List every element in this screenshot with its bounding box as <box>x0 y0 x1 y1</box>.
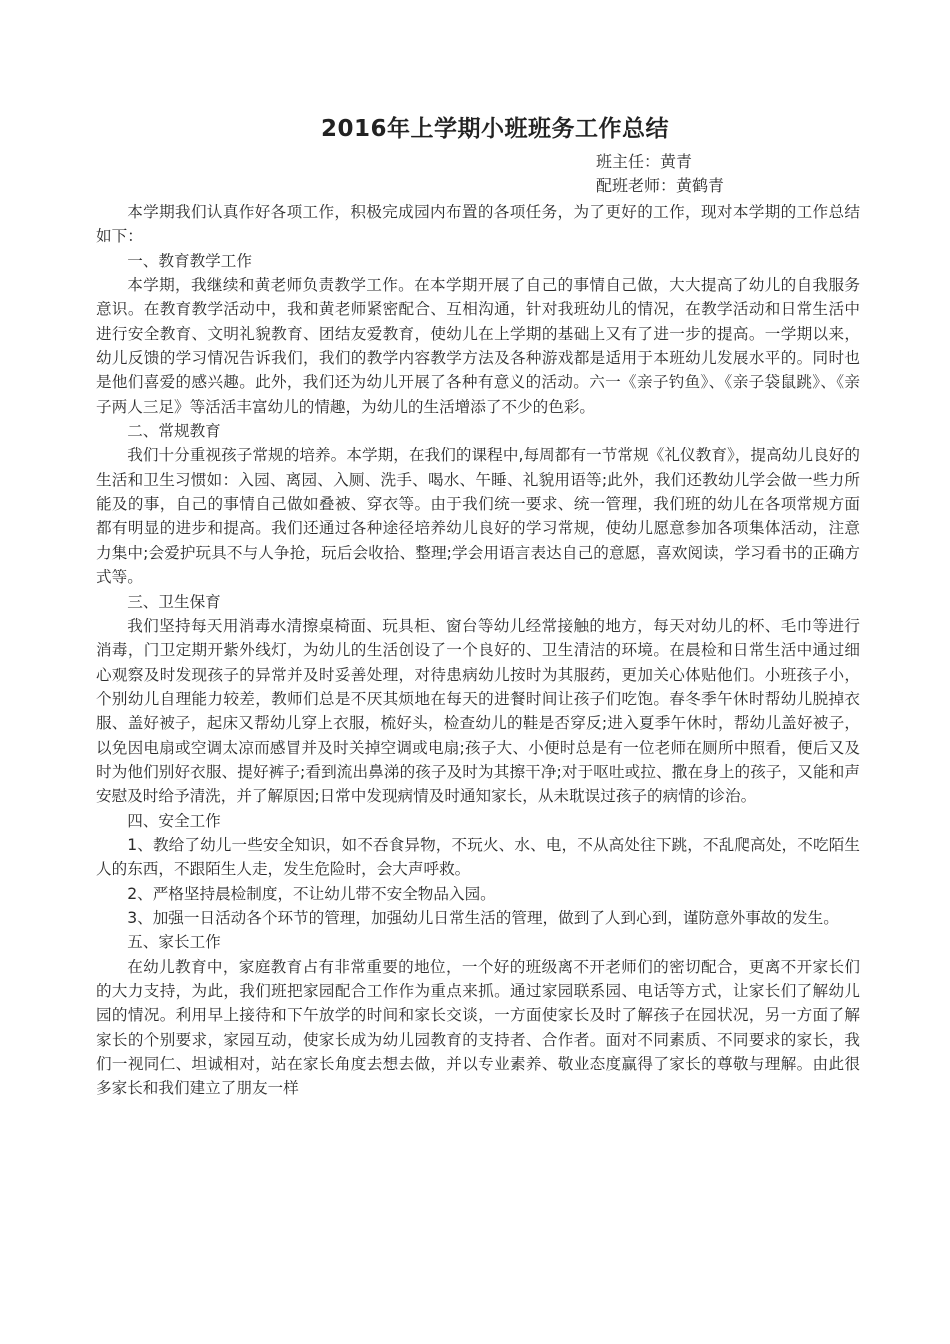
section-heading-teaching: 一、教育教学工作 <box>127 251 252 270</box>
paragraph-safety-1: 1、教给了幼儿一些安全知识，如不吞食异物，不玩火、水、电，不从高处往下跳，不乱爬高处，不吃陌生人的东西，不跟陌生人走，发生危险时，会大声呼救。 <box>96 835 860 879</box>
paragraph-safety-3: 3、加强一日活动各个环节的管理，加强幼儿日常生活的管理，做到了人到心到，谨防意外事故的发生。 <box>127 908 839 927</box>
document-title: 2016年上学期小班班务工作总结 <box>320 116 669 142</box>
section-heading-safety: 四、安全工作 <box>127 811 221 830</box>
section-heading-routine: 二、常规教育 <box>127 422 221 441</box>
paragraph-routine: 我们十分重视孩子常规的培养。本学期，在我们的课程中,每周都有一节常规《礼仪教育》，提高幼儿良好的生活和卫生习惯如：入园、离园、入厕、洗手、喝水、午睡、礼貌用语等;此外，我们还教幼儿学会做一些力所能及的事，自己的事情自己做如叠被、穿衣等。由于我们统一要求、统一管理，我们班的幼儿在各项常规方面都有明显的进步和提高。我们还通过各种途径培养幼儿良好的学习常规，使幼儿愿意参加各项集体活动，注意力集中;会爱护玩具不与人争抢，玩后会收拾、整理;学会用语言表达自己的意愿，喜欢阅读，学习看书的正确方式等。 <box>96 446 860 587</box>
document-body <box>96 200 860 1101</box>
head-teacher-signature: 班主任：黄青 <box>596 152 693 171</box>
paragraph-parents: 在幼儿教育中，家庭教育占有非常重要的地位，一个好的班级离不开老师们的密切配合，更离不开家长们的大力支持，为此，我们班把家园配合工作作为重点来抓。通过家园联系园、电话等方式，让家长们了解幼儿园的情况。利用早上接待和下午放学的时间和家长交谈，一方面使家长及时了解孩子在园状况，另一方面了解家长的个别要求，家园互动，使家长成为幼儿园教育的支持者、合作者。面对不同素质、不同要求的家长，我们一视同仁、坦诚相对，站在家长角度去想去做，并以专业素养、敬业态度赢得了家长的尊敬与理解。由此很多家长和我们建立了朋友一样 <box>96 957 860 1098</box>
paragraph-hygiene: 我们坚持每天用消毒水清擦桌椅面、玩具柜、窗台等幼儿经常接触的地方，每天对幼儿的杯、毛巾等进行消毒，门卫定期开紫外线灯，为幼儿的生活创设了一个良好的、卫生清洁的环境。在晨检和日常生活中通过细心观察及时发现孩子的异常并及时妥善处理，对待患病幼儿按时为其服药，更加关心体贴他们。小班孩子小，个别幼儿自理能力较差，教师们总是不厌其烦地在每天的进餐时间让孩子们吃饱。春冬季午休时帮幼儿脱掉衣服、盖好被子，起床又帮幼儿穿上衣服，梳好头，检查幼儿的鞋是否穿反;进入夏季午休时，帮幼儿盖好被子，以免因电扇或空调太凉而感冒并及时关掉空调或电扇;孩子大、小便时总是有一位老师在厕所中照看，便后又及时为他们别好衣服、提好裤子;看到流出鼻涕的孩子及时为其擦干净;对于呕吐或拉、撒在身上的孩子，又能和声安慰及时给予清洗，并了解原因;日常中发现病情及时通知家长，从未耽误过孩子的病情的诊治。 <box>96 616 860 806</box>
paragraph-safety-2: 2、严格坚持晨检制度，不让幼儿带不安全物品入园。 <box>127 884 496 903</box>
paragraph-teaching: 本学期，我继续和黄老师负责教学工作。在本学期开展了自己的事情自己做，大大提高了幼儿的自我服务意识。在教育教学活动中，我和黄老师紧密配合、互相沟通，针对我班幼儿的情况，在教学活动和日常生活中进行安全教育、文明礼貌教育、团结友爱教育，使幼儿在上学期的基础上又有了进一步的提高。一学期以来，幼儿反馈的学习情况告诉我们，我们的教学内容教学方法及各种游戏都是适用于本班幼儿发展水平的。同时也是他们喜爱的感兴趣。此外，我们还为幼儿开展了各种有意义的活动。六一《亲子钓鱼》、《亲子袋鼠跳》、《亲子两人三足》等活活丰富幼儿的情趣，为幼儿的生活增添了不少的色彩。 <box>96 276 860 416</box>
assistant-teacher-signature: 配班老师：黄鹤青 <box>596 176 725 195</box>
intro-paragraph: 本学期我们认真作好各项工作，积极完成园内布置的各项任务，为了更好的工作，现对本学期的工作总结如下： <box>96 203 860 246</box>
section-heading-parents: 五、家长工作 <box>127 933 221 952</box>
section-heading-hygiene: 三、卫生保育 <box>127 592 221 611</box>
